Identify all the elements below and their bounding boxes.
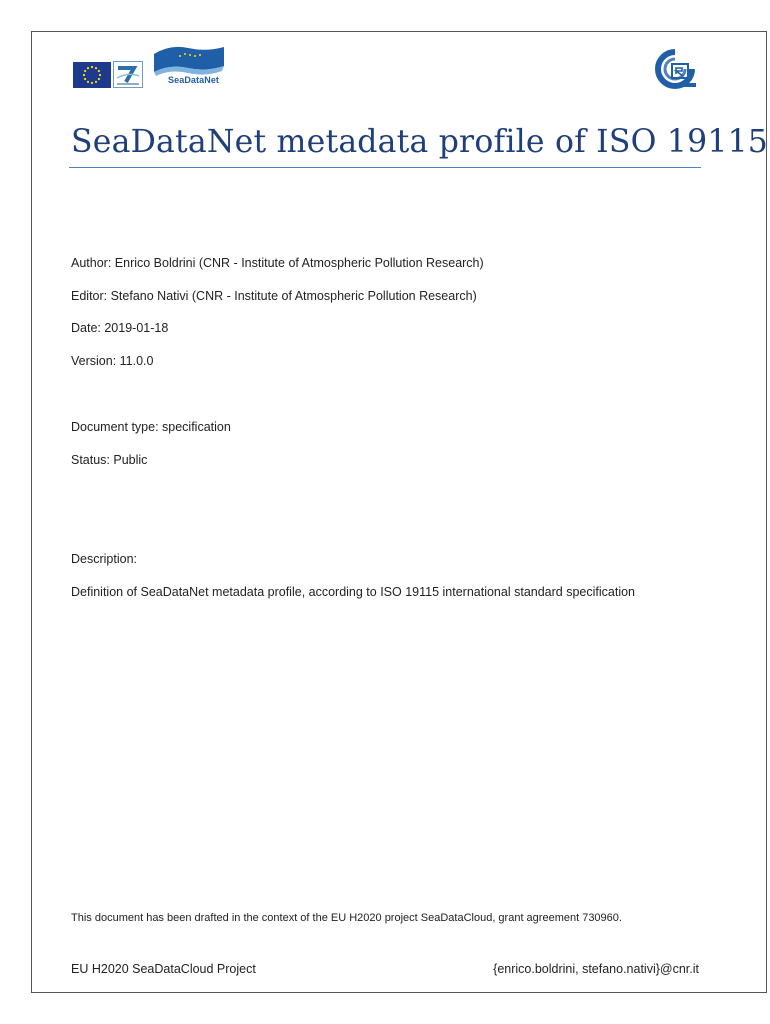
eu-flag-icon <box>73 62 111 88</box>
status-line: Status: Public <box>71 453 148 467</box>
context-note: This document has been drafted in the context of the EU H2020 project SeaDataCloud, grant agreement 730960. <box>71 912 622 924</box>
page-border <box>31 31 767 993</box>
page-title: SeaDataNet metadata profile of ISO 19115 <box>71 124 769 160</box>
footer-contacts: {enrico.boldrini, stefano.nativi}@cnr.it <box>493 962 699 976</box>
fp7-icon <box>113 61 143 88</box>
description-label: Description: <box>71 552 137 566</box>
document-type-line: Document type: specification <box>71 420 231 434</box>
cnr-icon <box>652 48 698 90</box>
footer-project: EU H2020 SeaDataCloud Project <box>71 962 256 976</box>
seadatanet-wordmark: SeaDataNet <box>168 75 220 85</box>
version-line: Version: 11.0.0 <box>71 354 154 368</box>
author-line: Author: Enrico Boldrini (CNR - Institute of Atmospheric Pollution Research) <box>71 256 484 270</box>
editor-line: Editor: Stefano Nativi (CNR - Institute of Atmospheric Pollution Research) <box>71 289 477 303</box>
description-text: Definition of SeaDataNet metadata profile, according to ISO 19115 international standard specification <box>71 585 635 599</box>
title-underline <box>69 167 701 168</box>
date-line: Date: 2019-01-18 <box>71 321 169 335</box>
